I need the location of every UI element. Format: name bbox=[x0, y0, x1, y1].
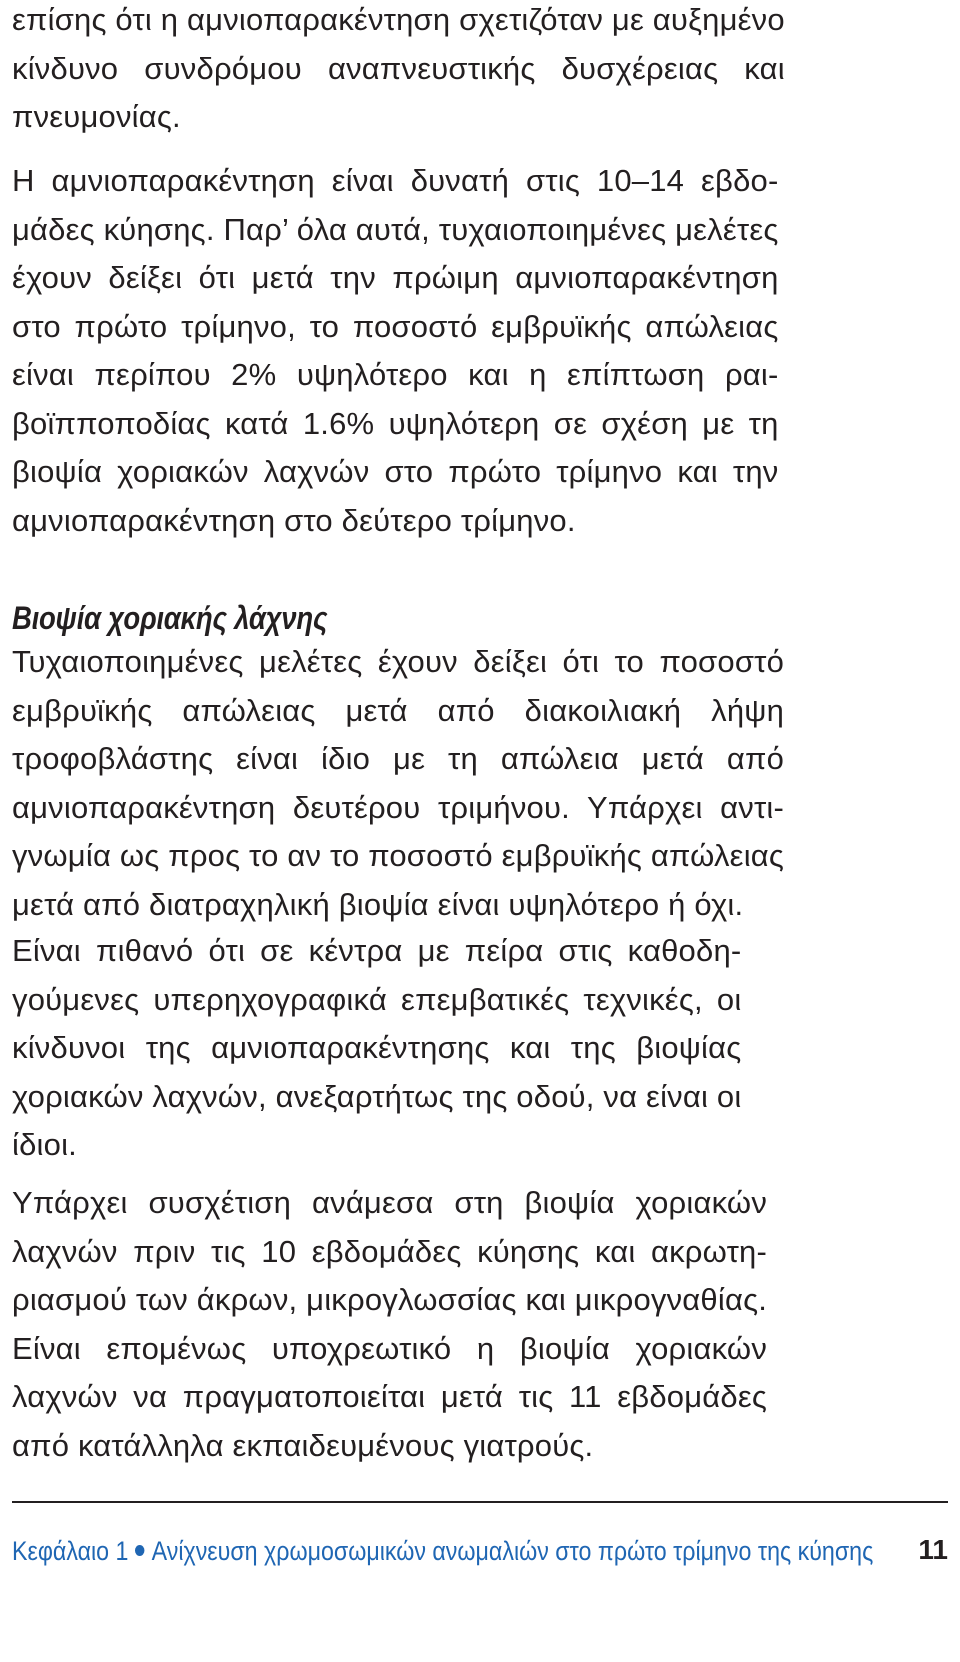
text-line: είναι περίπου 2% υψηλότερο και η επίπτωση ραι- bbox=[12, 357, 779, 392]
text-line: γούμενες υπερηχογραφικά επεμβατικές τεχνικές, οι bbox=[12, 981, 742, 1017]
text-line: ίδιοι. bbox=[12, 1127, 77, 1162]
text-line: πνευμονίας. bbox=[12, 99, 181, 134]
text-line: Υπάρχει συσχέτιση ανάμεσα στη βιοψία χοριακών bbox=[12, 1185, 768, 1220]
text-line: βιοψία χοριακών λαχνών στο πρώτο τρίμηνο και την bbox=[12, 454, 779, 489]
paragraph-early-amniocentesis bbox=[12, 157, 779, 545]
footer-divider bbox=[12, 1501, 948, 1503]
bullet-icon bbox=[135, 1545, 144, 1556]
text-line: τροφοβλάστης είναι ίδιο με τη απώλεια μετά από bbox=[12, 741, 785, 776]
running-footer bbox=[12, 1536, 874, 1567]
text-line: Είναι επομένως υποχρεωτικό η βιοψία χοριακών bbox=[12, 1330, 768, 1366]
text-line: λαχνών να πραγματοποιείται μετά τις 11 εβδομάδες bbox=[12, 1379, 768, 1414]
text-line: Η αμνιοπαρακέντηση είναι δυνατή στις 10–14 εβδο- bbox=[12, 163, 779, 198]
text-line: Είναι πιθανό ότι σε κέντρα με πείρα στις καθοδη- bbox=[12, 933, 742, 968]
footer-chapter: Κεφάλαιο 1 bbox=[12, 1536, 129, 1566]
text-line: γνωμία ως προς το αν το ποσοστό εμβρυϊκής απώλειας bbox=[12, 838, 785, 873]
text-line: έχουν δείξει ότι μετά την πρώιμη αμνιοπαρακέντηση bbox=[12, 260, 779, 295]
text-line: στο πρώτο τρίμηνο, το ποσοστό εμβρυϊκής απώλειας bbox=[12, 308, 779, 344]
text-line: εμβρυϊκής απώλειας μετά από διακοιλιακή λήψη bbox=[12, 692, 785, 728]
footer-chapter-title: Ανίχνευση χρωμοσωμικών ανωμαλιών στο πρώτο τρίμηνο της κύησης bbox=[151, 1536, 874, 1566]
text-line: αμνιοπαρακέντηση δευτέρου τριμήνου. Υπάρχει αντι- bbox=[12, 789, 785, 825]
paragraph-limb-defects bbox=[12, 1179, 767, 1470]
text-line: ριασμού των άκρων, μικρογλωσσίας και μικρογναθίας. bbox=[12, 1282, 768, 1317]
text-line: μετά από διατραχηλική βιοψία είναι υψηλότερο ή όχι. bbox=[12, 886, 744, 922]
paragraph-cvs-loss-rate bbox=[12, 638, 784, 929]
text-line: χοριακών λαχνών, ανεξαρτήτως της οδού, να είναι οι bbox=[12, 1078, 742, 1114]
text-line: λαχνών πριν τις 10 εβδομάδες κύησης και ακρωτη- bbox=[12, 1233, 768, 1269]
page-number: 11 bbox=[918, 1534, 948, 1565]
text-line: μάδες κύησης. Παρ’ όλα αυτά, τυχαιοποιημένες μελέτες bbox=[12, 211, 779, 247]
text-line: κίνδυνο συνδρόμου αναπνευστικής δυσχέρειας και bbox=[12, 50, 785, 86]
text-line: βοϊπποποδίας κατά 1.6% υψηλότερη σε σχέση με τη bbox=[12, 405, 779, 441]
paragraph-intro-continuation bbox=[12, 0, 785, 142]
text-line: επίσης ότι η αμνιοπαρακέντηση σχετιζόταν με αυξημένο bbox=[12, 2, 785, 37]
text-line: Τυχαιοποιημένες μελέτες έχουν δείξει ότι το ποσοστό bbox=[12, 644, 785, 679]
section-heading: Βιοψία χοριακής λάχνης bbox=[12, 600, 328, 636]
text-line: κίνδυνοι της αμνιοπαρακέντησης και της βιοψίας bbox=[12, 1030, 742, 1065]
paragraph-experienced-centers bbox=[12, 927, 741, 1170]
text-line: από κατάλληλα εκπαιδευμένους γιατρούς. bbox=[12, 1427, 594, 1463]
text-line: αμνιοπαρακέντηση στο δεύτερο τρίμηνο. bbox=[12, 502, 576, 538]
